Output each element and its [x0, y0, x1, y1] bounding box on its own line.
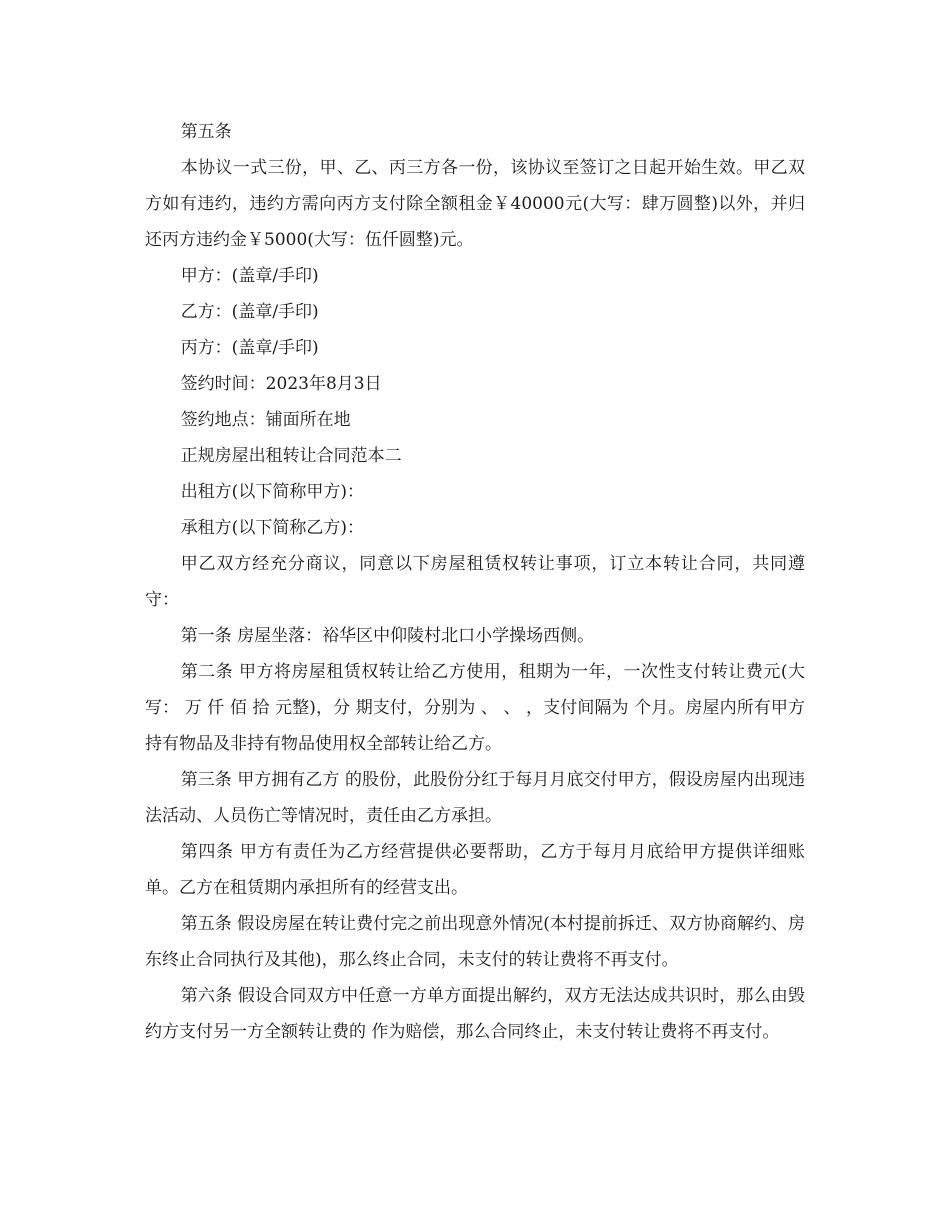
signature-party-a: 甲方：(盖章/手印) — [180, 266, 319, 286]
article-3: 第三条 甲方拥有乙方 的股份，此股份分红于每月月底交付甲方，假设房屋内出现违法活动、人员伤亡等情况时，责任由乙方承担。 — [145, 770, 805, 826]
article-4: 第四条 甲方有责任为乙方经营提供必要帮助，乙方于每月月底给甲方提供详细账单。乙方在租赁期内承担所有的经营支出。 — [145, 842, 805, 898]
signing-place: 签约地点：铺面所在地 — [180, 410, 351, 430]
lessor-line: 出租方(以下简称甲方)： — [180, 482, 364, 502]
article-6: 第六条 假设合同双方中任意一方单方面提出解约，双方无法达成共识时，那么由毁约方支付另一方全额转让费的 作为赔偿，那么合同终止，未支付转让费将不再支付。 — [145, 986, 805, 1042]
paragraph-agreement-copies: 本协议一式三份，甲、乙、丙三方各一份，该协议至签订之日起开始生效。甲乙双方如有违约，违约方需向丙方支付除全额租金￥40000元(大写：肆万圆整)以外，并归还丙方违约金￥5000(大写：伍仟圆整)元。 — [145, 158, 805, 250]
lessee-line: 承租方(以下简称乙方)： — [180, 518, 364, 538]
signature-party-c: 丙方：(盖章/手印) — [180, 338, 319, 358]
signature-party-b: 乙方：(盖章/手印) — [180, 302, 319, 322]
article-heading: 第五条 — [180, 122, 232, 142]
article-5: 第五条 假设房屋在转让费付完之前出现意外情况(本村提前拆迁、双方协商解约、房东终止合同执行及其他)，那么终止合同，未支付的转让费将不再支付。 — [145, 914, 805, 970]
paragraph-preamble: 甲乙双方经充分商议，同意以下房屋租赁权转让事项，订立本转让合同，共同遵守： — [145, 554, 805, 610]
document-body — [145, 114, 805, 1050]
article-2: 第二条 甲方将房屋租赁权转让给乙方使用，租期为一年，一次性支付转让费元(大写： 万 仟 佰 拾 元整)，分 期支付，分别为 、 、 ，支付间隔为 个月。房屋内所有甲方持有物品及非持有物品使用权全部转让给乙方。 — [145, 662, 805, 754]
article-1: 第一条 房屋坐落：裕华区中仰陵村北口小学操场西侧。 — [180, 626, 595, 646]
signing-date: 签约时间：2023年8月3日 — [180, 374, 382, 394]
section-title: 正规房屋出租转让合同范本二 — [180, 446, 402, 466]
